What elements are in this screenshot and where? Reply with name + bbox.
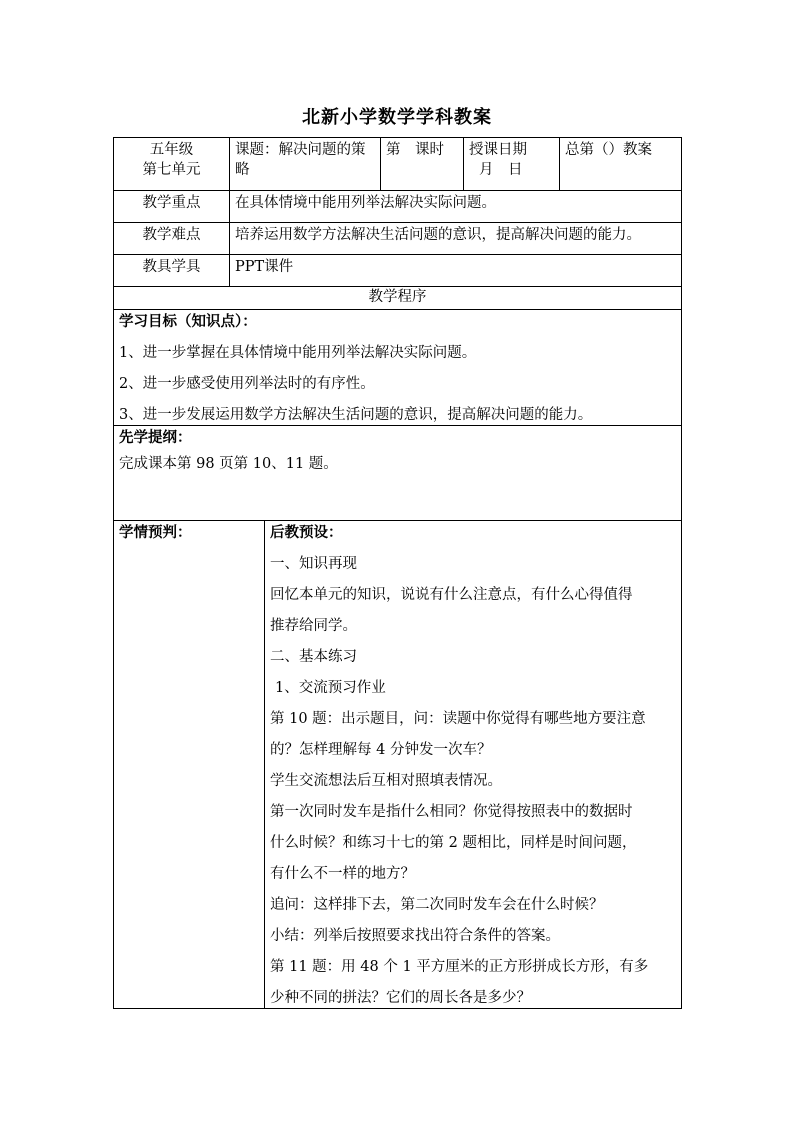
grade-unit-cell: [114, 138, 230, 191]
post-line: 学生交流想法后互相对照填表情况。: [270, 773, 502, 789]
prediction-heading: 学情预判：: [119, 524, 192, 541]
objectives-row: [114, 310, 682, 426]
difficulty-label: 教学难点: [114, 223, 230, 255]
date-cell: [464, 138, 560, 191]
tools-label: 教具学具: [114, 255, 230, 287]
header-row: [114, 138, 682, 191]
post-line: 少种不同的拼法？它们的周长各是多少？: [270, 990, 531, 1006]
preview-row: [114, 426, 682, 521]
post-line: 什么时候？和练习十七的第 2 题相比，同样是时间问题，: [270, 835, 637, 851]
main-row: [114, 521, 682, 1009]
date-value: 月 日: [479, 162, 523, 178]
preview-text: 完成课本第 98 页第 10、11 题。: [119, 456, 338, 472]
unit-text: 第七单元: [142, 162, 201, 178]
post-line: 第一次同时发车是指什么相同？你觉得按照表中的数据时: [270, 804, 633, 820]
difficulty-value: 培养运用数学方法解决生活问题的意识，提高解决问题的能力。: [230, 223, 682, 255]
tools-row: [114, 255, 682, 287]
post-line: 回忆本单元的知识，说说有什么注意点，有什么心得值得: [270, 587, 633, 603]
key-point-value: 在具体情境中能用列举法解决实际问题。: [230, 191, 682, 223]
procedure-label: 教学程序: [114, 287, 682, 310]
key-point-label: 教学重点: [114, 191, 230, 223]
post-line: 1、交流预习作业: [275, 680, 386, 696]
post-line: 小结：列举后按照要求找出符合条件的答案。: [270, 928, 560, 944]
post-line: 推荐给同学。: [270, 618, 357, 634]
post-line: 第 11 题：用 48 个 1 平方厘米的正方形拼成长方形，有多: [270, 959, 649, 975]
post-line: 第 10 题：出示题目，问：读题中你觉得有哪些地方要注意: [270, 711, 646, 727]
post-line: 的？怎样理解每 4 分钟发一次车？: [270, 742, 492, 758]
objective-item: 3、进一步发展运用数学方法解决生活问题的意识，提高解决问题的能力。: [119, 407, 593, 423]
post-teaching-cell: [265, 521, 682, 1009]
grade-text: 五年级: [149, 142, 194, 158]
objectives-heading: 学习目标（知识点）：: [119, 313, 257, 330]
tools-value: PPT课件: [230, 255, 682, 287]
preview-heading: 先学提纲：: [119, 429, 192, 446]
objective-item: 1、进一步掌握在具体情境中能用列举法解决实际问题。: [119, 345, 477, 361]
preview-cell: [114, 426, 682, 521]
key-point-row: [114, 191, 682, 223]
objective-item: 2、进一步感受使用列举法时的有序性。: [119, 376, 375, 392]
post-line: 有什么不一样的地方？: [270, 866, 415, 882]
procedure-row: [114, 287, 682, 310]
period-cell: 第 课时: [381, 138, 464, 191]
difficulty-row: [114, 223, 682, 255]
post-line: 追问：这样排下去，第二次同时发车会在什么时候？: [270, 897, 604, 913]
objectives-cell: [114, 310, 682, 426]
post-line: 二、基本练习: [270, 649, 357, 665]
topic-cell: 课题：解决问题的策略: [230, 138, 381, 191]
post-line: 一、知识再现: [270, 556, 357, 572]
lesson-plan-table: [113, 137, 682, 1009]
date-label: 授课日期: [469, 142, 527, 158]
post-heading: 后教预设：: [270, 524, 343, 541]
page-title: 北新小学数学学科教案: [302, 107, 492, 128]
prediction-cell: [114, 521, 265, 1009]
total-cell: 总第（）教案: [560, 138, 682, 191]
